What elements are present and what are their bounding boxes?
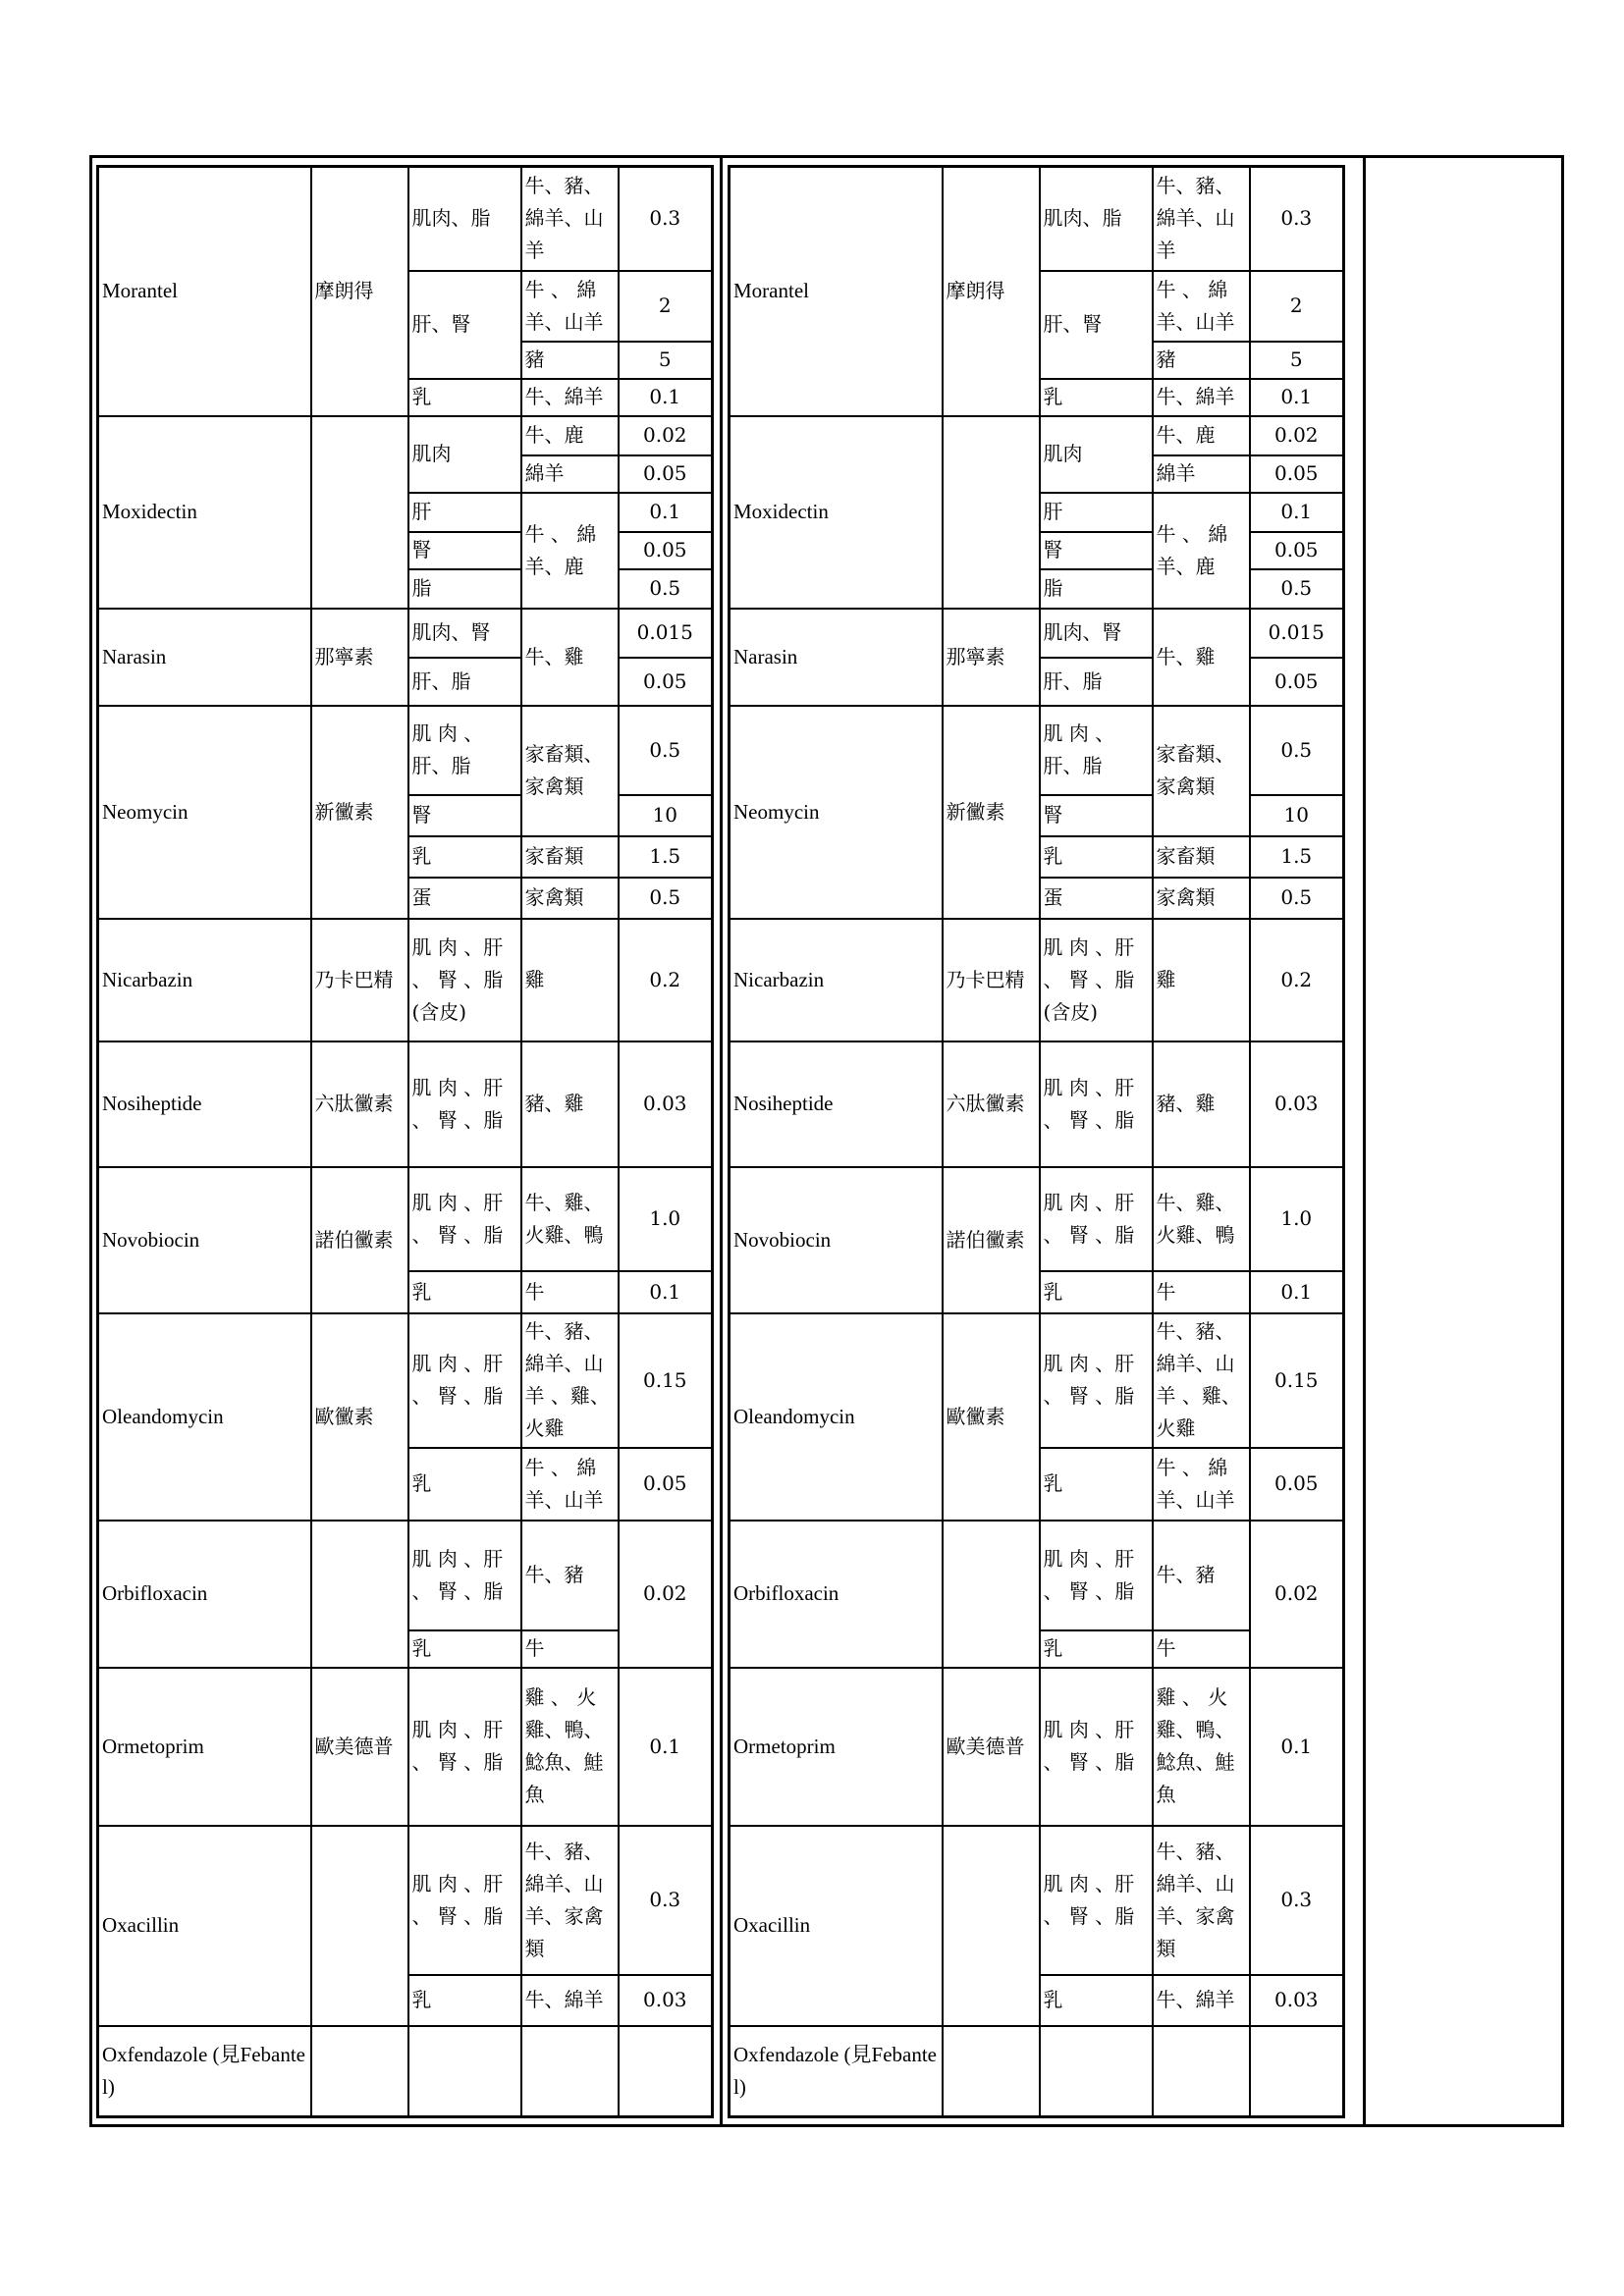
tissue-cell: 乳: [408, 1448, 521, 1521]
table-row: [730, 2026, 1344, 2117]
drug-name-en-cell: Oleandomycin: [98, 1313, 311, 1521]
mrl-value-cell: 0.1: [619, 1668, 713, 1826]
mrl-value-cell: 10: [619, 795, 713, 836]
tissue-cell: 乳: [1040, 1975, 1153, 2026]
drug-name-en-cell: Oxacillin: [730, 1826, 943, 2026]
species-cell: 牛、綿羊: [1153, 1975, 1250, 2026]
species-cell: 家畜類、家禽類: [521, 706, 619, 836]
species-cell: 牛 、 綿羊、山羊: [1153, 271, 1250, 342]
drug-name-en-cell: Novobiocin: [98, 1167, 311, 1313]
residue-table-body: [730, 167, 1344, 2117]
species-cell: 牛、豬、綿羊、山羊: [1153, 167, 1250, 271]
tissue-cell: [408, 2026, 521, 2117]
drug-name-en-cell: Nicarbazin: [730, 919, 943, 1041]
mrl-value-cell: 0.1: [619, 379, 713, 416]
mrl-value-cell: 0.15: [1250, 1313, 1344, 1448]
drug-name-zh-cell: 歐美德普: [311, 1668, 408, 1826]
tissue-cell: 肌 肉 、肝 、 腎 、脂: [408, 1167, 521, 1271]
drug-name-zh-cell: 那寧素: [311, 609, 408, 706]
species-cell: [1153, 2026, 1250, 2117]
tissue-cell: 腎: [408, 795, 521, 836]
tissue-cell: 肌 肉 、肝 、 腎 、脂: [1040, 1313, 1153, 1448]
mrl-value-cell: 0.05: [619, 532, 713, 569]
mrl-value-cell: 5: [619, 342, 713, 379]
tissue-cell: 肌 肉 、肝 、 腎 、脂: [1040, 1826, 1153, 1975]
mrl-value-cell: 0.1: [619, 493, 713, 532]
species-cell: 牛、雞、 火雞、鴨: [1153, 1167, 1250, 1271]
drug-name-en-cell: Nosiheptide: [730, 1041, 943, 1167]
tissue-cell: 肝、脂: [408, 658, 521, 706]
drug-name-zh-cell: [311, 1521, 408, 1668]
mrl-value-cell: 0.3: [1250, 1826, 1344, 1975]
table-row: [730, 1167, 1344, 1271]
mrl-value-cell: 0.015: [619, 609, 713, 658]
drug-name-en-cell: Neomycin: [98, 706, 311, 919]
mrl-value-cell: 0.02: [619, 1521, 713, 1668]
drug-name-en-cell: Oleandomycin: [730, 1313, 943, 1521]
drug-name-zh-cell: 摩朗得: [943, 167, 1040, 416]
drug-name-en-cell: Ormetoprim: [730, 1668, 943, 1826]
tissue-cell: 肌 肉 、肝 、 腎 、脂: [408, 1668, 521, 1826]
tissue-cell: 乳: [408, 1271, 521, 1313]
drug-name-zh-cell: 乃卡巴精: [943, 919, 1040, 1041]
mrl-value-cell: 0.2: [1250, 919, 1344, 1041]
drug-name-zh-cell: [943, 416, 1040, 609]
table-row: [730, 1041, 1344, 1167]
species-cell: 牛、雞: [521, 609, 619, 706]
mrl-value-cell: 0.1: [1250, 379, 1344, 416]
mrl-value-cell: 0.03: [1250, 1041, 1344, 1167]
species-cell: 牛、豬、 綿羊、山 羊 、雞、火雞: [521, 1313, 619, 1448]
species-cell: 牛、豬、 綿羊、山羊、家禽類: [521, 1826, 619, 1975]
mrl-value-cell: 0.05: [619, 1448, 713, 1521]
tissue-cell: 腎: [1040, 795, 1153, 836]
drug-name-en-cell: Oxfendazole (見Febantel): [98, 2026, 311, 2117]
tissue-cell: 肌肉、腎: [408, 609, 521, 658]
mrl-value-cell: 0.05: [1250, 1448, 1344, 1521]
table-row: [730, 919, 1344, 1041]
residue-table-left: [96, 165, 714, 2118]
species-cell: 牛、綿羊: [521, 1975, 619, 2026]
drug-name-zh-cell: [943, 1826, 1040, 2026]
mrl-value-cell: 0.1: [619, 1271, 713, 1313]
mrl-value-cell: 0.05: [1250, 658, 1344, 706]
mrl-value-cell: 0.015: [1250, 609, 1344, 658]
mrl-value-cell: 5: [1250, 342, 1344, 379]
drug-name-zh-cell: [311, 2026, 408, 2117]
table-row: [98, 1041, 713, 1167]
species-cell: 牛 、 綿羊、山羊: [521, 1448, 619, 1521]
tissue-cell: 肝、腎: [1040, 271, 1153, 379]
species-cell: 家畜類: [521, 836, 619, 878]
tissue-cell: 肌 肉 、肝、脂: [408, 706, 521, 795]
species-cell: 家畜類: [1153, 836, 1250, 878]
drug-name-zh-cell: 新黴素: [311, 706, 408, 919]
tissue-cell: 肌 肉 、肝 、 腎 、脂(含皮): [408, 919, 521, 1041]
species-cell: [521, 2026, 619, 2117]
drug-name-zh-cell: [311, 416, 408, 609]
residue-table-body: [98, 167, 713, 2117]
species-cell: 雞: [521, 919, 619, 1041]
species-cell: 牛、雞、 火雞、鴨: [521, 1167, 619, 1271]
tissue-cell: 肌 肉 、肝 、 腎 、脂(含皮): [1040, 919, 1153, 1041]
mrl-value-cell: 0.02: [1250, 416, 1344, 455]
table-row: [730, 1668, 1344, 1826]
tissue-cell: 肌肉、脂: [1040, 167, 1153, 271]
tissue-cell: 乳: [1040, 1630, 1153, 1668]
mrl-value-cell: 0.5: [619, 878, 713, 919]
tissue-cell: 肌 肉 、肝 、 腎 、脂: [408, 1313, 521, 1448]
mrl-value-cell: 0.5: [1250, 569, 1344, 609]
mrl-value-cell: 0.5: [619, 569, 713, 609]
drug-name-zh-cell: 歐黴素: [311, 1313, 408, 1521]
drug-name-zh-cell: 歐黴素: [943, 1313, 1040, 1521]
tissue-cell: 脂: [408, 569, 521, 609]
tissue-cell: 乳: [1040, 1448, 1153, 1521]
tissue-cell: 肝、脂: [1040, 658, 1153, 706]
tissue-cell: 肌肉: [408, 416, 521, 493]
mrl-value-cell: 0.03: [619, 1041, 713, 1167]
drug-name-zh-cell: 六肽黴素: [311, 1041, 408, 1167]
mrl-value-cell: 0.02: [1250, 1521, 1344, 1668]
table-row: [730, 416, 1344, 455]
mrl-value-cell: 0.03: [619, 1975, 713, 2026]
drug-name-en-cell: Neomycin: [730, 706, 943, 919]
drug-name-en-cell: Orbifloxacin: [98, 1521, 311, 1668]
species-cell: 牛、綿羊: [1153, 379, 1250, 416]
species-cell: 牛、綿羊: [521, 379, 619, 416]
drug-name-en-cell: Nicarbazin: [98, 919, 311, 1041]
mrl-value-cell: 0.3: [619, 167, 713, 271]
mrl-value-cell: 1.0: [1250, 1167, 1344, 1271]
species-cell: 牛 、 綿羊、鹿: [1153, 493, 1250, 609]
mrl-value-cell: 0.05: [619, 455, 713, 493]
species-cell: 雞 、 火雞、鴨、鯰魚、鮭魚: [521, 1668, 619, 1826]
species-cell: 雞: [1153, 919, 1250, 1041]
table-row: [730, 1521, 1344, 1630]
table-row: [730, 1826, 1344, 1975]
tissue-cell: 肌 肉 、肝 、 腎 、脂: [408, 1041, 521, 1167]
species-cell: 牛 、 綿羊、鹿: [521, 493, 619, 609]
table-row: [98, 1167, 713, 1271]
mrl-value-cell: 0.1: [1250, 1668, 1344, 1826]
tissue-cell: 肌 肉 、肝 、 腎 、脂: [1040, 1167, 1153, 1271]
drug-name-zh-cell: 新黴素: [943, 706, 1040, 919]
mrl-value-cell: 1.5: [619, 836, 713, 878]
species-cell: 家禽類: [1153, 878, 1250, 919]
drug-name-en-cell: Moxidectin: [98, 416, 311, 609]
drug-name-zh-cell: 乃卡巴精: [311, 919, 408, 1041]
tissue-cell: 肌 肉 、肝 、 腎 、脂: [1040, 1521, 1153, 1630]
drug-name-en-cell: Narasin: [730, 609, 943, 706]
mrl-value-cell: 0.05: [1250, 455, 1344, 493]
table-row: [98, 919, 713, 1041]
tissue-cell: 肌肉、腎: [1040, 609, 1153, 658]
tissue-cell: 脂: [1040, 569, 1153, 609]
species-cell: 牛、鹿: [521, 416, 619, 455]
mrl-value-cell: 0.1: [1250, 1271, 1344, 1313]
drug-name-zh-cell: 摩朗得: [311, 167, 408, 416]
table-row: [98, 1313, 713, 1448]
table-row: [730, 1313, 1344, 1448]
mrl-value-cell: 0.15: [619, 1313, 713, 1448]
table-row: [98, 1826, 713, 1975]
table-row: [730, 167, 1344, 271]
tissue-cell: 肝: [408, 493, 521, 532]
drug-name-en-cell: Oxacillin: [98, 1826, 311, 2026]
table-row: [98, 416, 713, 455]
mrl-value-cell: 0.3: [1250, 167, 1344, 271]
tissue-cell: 肌肉、脂: [408, 167, 521, 271]
species-cell: 豬: [521, 342, 619, 379]
mrl-value-cell: 0.3: [619, 1826, 713, 1975]
species-cell: 牛: [521, 1271, 619, 1313]
mrl-value-cell: 0.02: [619, 416, 713, 455]
species-cell: 牛、豬、綿羊、山羊: [521, 167, 619, 271]
tissue-cell: 肝: [1040, 493, 1153, 532]
table-row: [98, 609, 713, 658]
drug-name-en-cell: Nosiheptide: [98, 1041, 311, 1167]
drug-name-en-cell: Oxfendazole (見Febantel): [730, 2026, 943, 2117]
table-row: [98, 2026, 713, 2117]
tissue-cell: 蛋: [408, 878, 521, 919]
table-row: [98, 1668, 713, 1826]
mrl-value-cell: 0.5: [1250, 706, 1344, 795]
species-cell: 牛、雞: [1153, 609, 1250, 706]
mrl-value-cell: 0.03: [1250, 1975, 1344, 2026]
drug-name-en-cell: Morantel: [98, 167, 311, 416]
tissue-cell: 乳: [1040, 836, 1153, 878]
tissue-cell: 乳: [408, 1630, 521, 1668]
tissue-cell: 肌 肉 、肝 、 腎 、脂: [408, 1521, 521, 1630]
species-cell: 豬: [1153, 342, 1250, 379]
species-cell: 綿羊: [1153, 455, 1250, 493]
mrl-value-cell: 0.05: [1250, 532, 1344, 569]
drug-name-en-cell: Ormetoprim: [98, 1668, 311, 1826]
mrl-value-cell: 0.5: [619, 706, 713, 795]
table-row: [730, 706, 1344, 795]
species-cell: 牛 、 綿羊、山羊: [521, 271, 619, 342]
drug-name-en-cell: Moxidectin: [730, 416, 943, 609]
tissue-cell: 乳: [1040, 1271, 1153, 1313]
mrl-value-cell: 0.2: [619, 919, 713, 1041]
species-cell: 牛: [1153, 1630, 1250, 1668]
mrl-value-cell: [619, 2026, 713, 2117]
species-cell: 豬、雞: [521, 1041, 619, 1167]
species-cell: 家畜類、家禽類: [1153, 706, 1250, 836]
tissue-cell: 肌 肉 、肝 、 腎 、脂: [408, 1826, 521, 1975]
tissue-cell: 乳: [408, 836, 521, 878]
species-cell: 家禽類: [521, 878, 619, 919]
species-cell: 牛、豬: [521, 1521, 619, 1630]
table-row: [98, 1521, 713, 1630]
drug-name-en-cell: Novobiocin: [730, 1167, 943, 1313]
residue-table-right: [728, 165, 1345, 2118]
species-cell: 牛、豬、 綿羊、山羊、家禽類: [1153, 1826, 1250, 1975]
mrl-value-cell: 10: [1250, 795, 1344, 836]
tissue-cell: 肌 肉 、肝、脂: [1040, 706, 1153, 795]
species-cell: 牛、豬、 綿羊、山 羊 、雞、火雞: [1153, 1313, 1250, 1448]
drug-name-zh-cell: [943, 1521, 1040, 1668]
tissue-cell: 乳: [408, 1975, 521, 2026]
mrl-value-cell: 2: [1250, 271, 1344, 342]
tissue-cell: 肌 肉 、肝 、 腎 、脂: [1040, 1668, 1153, 1826]
mrl-value-cell: [1250, 2026, 1344, 2117]
drug-name-en-cell: Narasin: [98, 609, 311, 706]
tissue-cell: 腎: [1040, 532, 1153, 569]
drug-name-en-cell: Orbifloxacin: [730, 1521, 943, 1668]
species-cell: 牛: [521, 1630, 619, 1668]
drug-name-zh-cell: 六肽黴素: [943, 1041, 1040, 1167]
species-cell: 綿羊: [521, 455, 619, 493]
species-cell: 牛: [1153, 1271, 1250, 1313]
mrl-value-cell: 0.05: [619, 658, 713, 706]
tissue-cell: 肌肉: [1040, 416, 1153, 493]
tissue-cell: [1040, 2026, 1153, 2117]
drug-name-zh-cell: 那寧素: [943, 609, 1040, 706]
drug-name-zh-cell: 諾伯黴素: [943, 1167, 1040, 1313]
mrl-value-cell: 0.1: [1250, 493, 1344, 532]
tissue-cell: 乳: [1040, 379, 1153, 416]
table-row: [730, 609, 1344, 658]
species-cell: 雞 、 火雞、鴨、鯰魚、鮭魚: [1153, 1668, 1250, 1826]
tissue-cell: 乳: [408, 379, 521, 416]
frame-divider: [720, 155, 723, 2127]
mrl-value-cell: 0.5: [1250, 878, 1344, 919]
drug-name-zh-cell: 諾伯黴素: [311, 1167, 408, 1313]
frame-divider: [1363, 155, 1366, 2127]
table-row: [98, 706, 713, 795]
species-cell: 豬、雞: [1153, 1041, 1250, 1167]
table-row: [98, 167, 713, 271]
mrl-value-cell: 2: [619, 271, 713, 342]
species-cell: 牛、豬: [1153, 1521, 1250, 1630]
mrl-value-cell: 1.5: [1250, 836, 1344, 878]
tissue-cell: 蛋: [1040, 878, 1153, 919]
mrl-value-cell: 1.0: [619, 1167, 713, 1271]
species-cell: 牛、鹿: [1153, 416, 1250, 455]
tissue-cell: 肌 肉 、肝 、 腎 、脂: [1040, 1041, 1153, 1167]
drug-name-zh-cell: 歐美德普: [943, 1668, 1040, 1826]
tissue-cell: 肝、腎: [408, 271, 521, 379]
drug-name-zh-cell: [943, 2026, 1040, 2117]
species-cell: 牛 、 綿羊、山羊: [1153, 1448, 1250, 1521]
drug-name-en-cell: Morantel: [730, 167, 943, 416]
tissue-cell: 腎: [408, 532, 521, 569]
drug-name-zh-cell: [311, 1826, 408, 2026]
